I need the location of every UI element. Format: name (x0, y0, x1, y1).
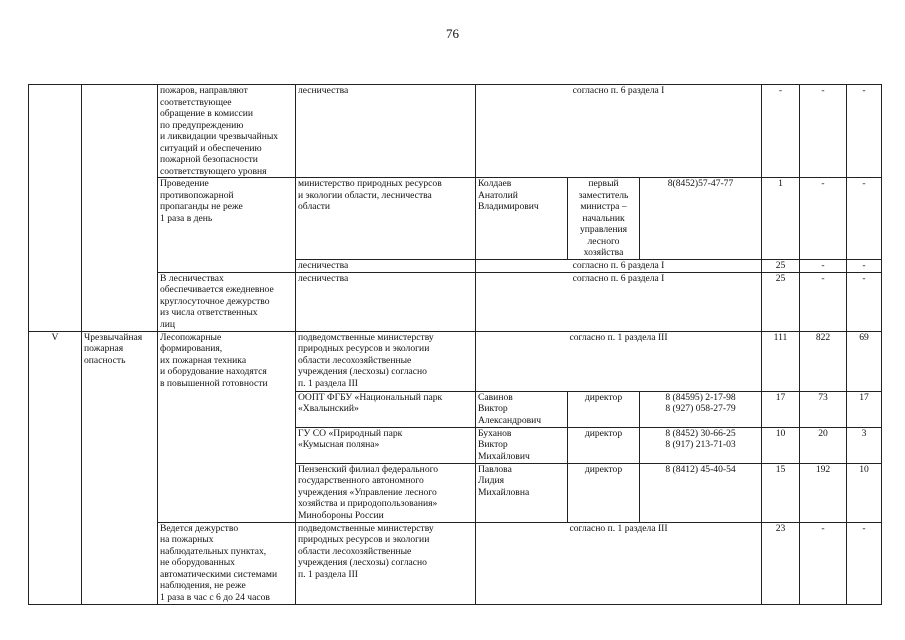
count-cell-2: - (800, 85, 847, 178)
count-cell-1: 111 (762, 331, 800, 391)
roman-number-cell (29, 85, 82, 332)
roman-number-cell: V (29, 331, 82, 604)
count-cell-2: - (800, 260, 847, 273)
reference-cell: согласно п. 6 раздела I (476, 260, 762, 273)
count-cell-3: 17 (847, 391, 882, 427)
count-cell-1: 23 (762, 522, 800, 604)
table-row (29, 85, 882, 178)
page-number: 76 (446, 26, 459, 41)
responsible-cell: лесничества (296, 85, 476, 178)
action-cell: Лесопожарные формирования, их пожарная техника и оборудование находятся в повышенной готовности (158, 331, 296, 522)
regime-cell (82, 85, 158, 332)
regime-cell: Чрезвычайная пожарная опасность (82, 331, 158, 604)
count-cell-3: - (847, 178, 882, 260)
count-cell-2: - (800, 522, 847, 604)
count-cell-1: 15 (762, 463, 800, 522)
count-cell-3: 69 (847, 331, 882, 391)
phone-cell: 8 (8452) 30-66-25 8 (917) 213-71-03 (640, 427, 762, 463)
fire-measures-table (28, 84, 882, 605)
count-cell-1: 1 (762, 178, 800, 260)
phone-cell: 8 (8412) 45-40-54 (640, 463, 762, 522)
person-cell: Колдаев Анатолий Владимирович (476, 178, 568, 260)
phone-cell: 8(8452)57-47-77 (640, 178, 762, 260)
count-cell-1: 25 (762, 272, 800, 331)
count-cell-3: - (847, 260, 882, 273)
position-cell: директор (568, 427, 640, 463)
position-cell: директор (568, 463, 640, 522)
phone-cell: 8 (84595) 2-17-98 8 (927) 058-27-79 (640, 391, 762, 427)
responsible-cell: подведомственные министерству природных ресурсов и экологии области лесохозяйственные учреждения (лесхозы) согласно п. 1 раздела III (296, 522, 476, 604)
action-cell: В лесничествах обеспечивается ежедневное круглосуточное дежурство из числа ответственных лиц (158, 272, 296, 331)
count-cell-1: 10 (762, 427, 800, 463)
count-cell-2: 192 (800, 463, 847, 522)
count-cell-3: - (847, 272, 882, 331)
count-cell-2: - (800, 178, 847, 260)
reference-cell: согласно п. 6 раздела I (476, 272, 762, 331)
person-cell: Павлова Лидия Михайловна (476, 463, 568, 522)
responsible-cell: министерство природных ресурсов и экологии области, лесничества области (296, 178, 476, 260)
position-cell: первый заместитель министра – начальник управления лесного хозяйства (568, 178, 640, 260)
responsible-cell: Пензенский филиал федерального государственного автономного учреждения «Управление лесного хозяйства и природопользования» Минобороны России (296, 463, 476, 522)
count-cell-2: 73 (800, 391, 847, 427)
action-cell: пожаров, направляют соответствующее обращение в комиссии по предупреждению и ликвидации чрезвычайных ситуаций и обеспечению пожарной безопасности соответствующего уровня (158, 85, 296, 178)
count-cell-3: - (847, 85, 882, 178)
reference-cell: согласно п. 1 раздела III (476, 522, 762, 604)
action-cell: Ведется дежурство на пожарных наблюдательных пунктах, не оборудованных автоматическими системами наблюдения, не реже 1 раза в час с 6 до 24 часов (158, 522, 296, 604)
responsible-cell: ГУ СО «Природный парк «Кумысная поляна» (296, 427, 476, 463)
count-cell-2: - (800, 272, 847, 331)
count-cell-1: 17 (762, 391, 800, 427)
count-cell-3: 10 (847, 463, 882, 522)
count-cell-2: 822 (800, 331, 847, 391)
person-cell: Савинов Виктор Александрович (476, 391, 568, 427)
responsible-cell: лесничества (296, 260, 476, 273)
count-cell-1: 25 (762, 260, 800, 273)
person-cell: Буханов Виктор Михайлович (476, 427, 568, 463)
count-cell-1: - (762, 85, 800, 178)
position-cell: директор (568, 391, 640, 427)
count-cell-2: 20 (800, 427, 847, 463)
table-row (29, 331, 882, 391)
count-cell-3: - (847, 522, 882, 604)
count-cell-3: 3 (847, 427, 882, 463)
responsible-cell: подведомственные министерству природных ресурсов и экологии области лесохозяйственные учреждения (лесхозы) согласно п. 1 раздела III (296, 331, 476, 391)
responsible-cell: лесничества (296, 272, 476, 331)
reference-cell: согласно п. 1 раздела III (476, 331, 762, 391)
action-cell: Проведение противопожарной пропаганды не реже 1 раза в день (158, 178, 296, 273)
reference-cell: согласно п. 6 раздела I (476, 85, 762, 178)
responsible-cell: ООПТ ФГБУ «Национальный парк «Хвалынский» (296, 391, 476, 427)
